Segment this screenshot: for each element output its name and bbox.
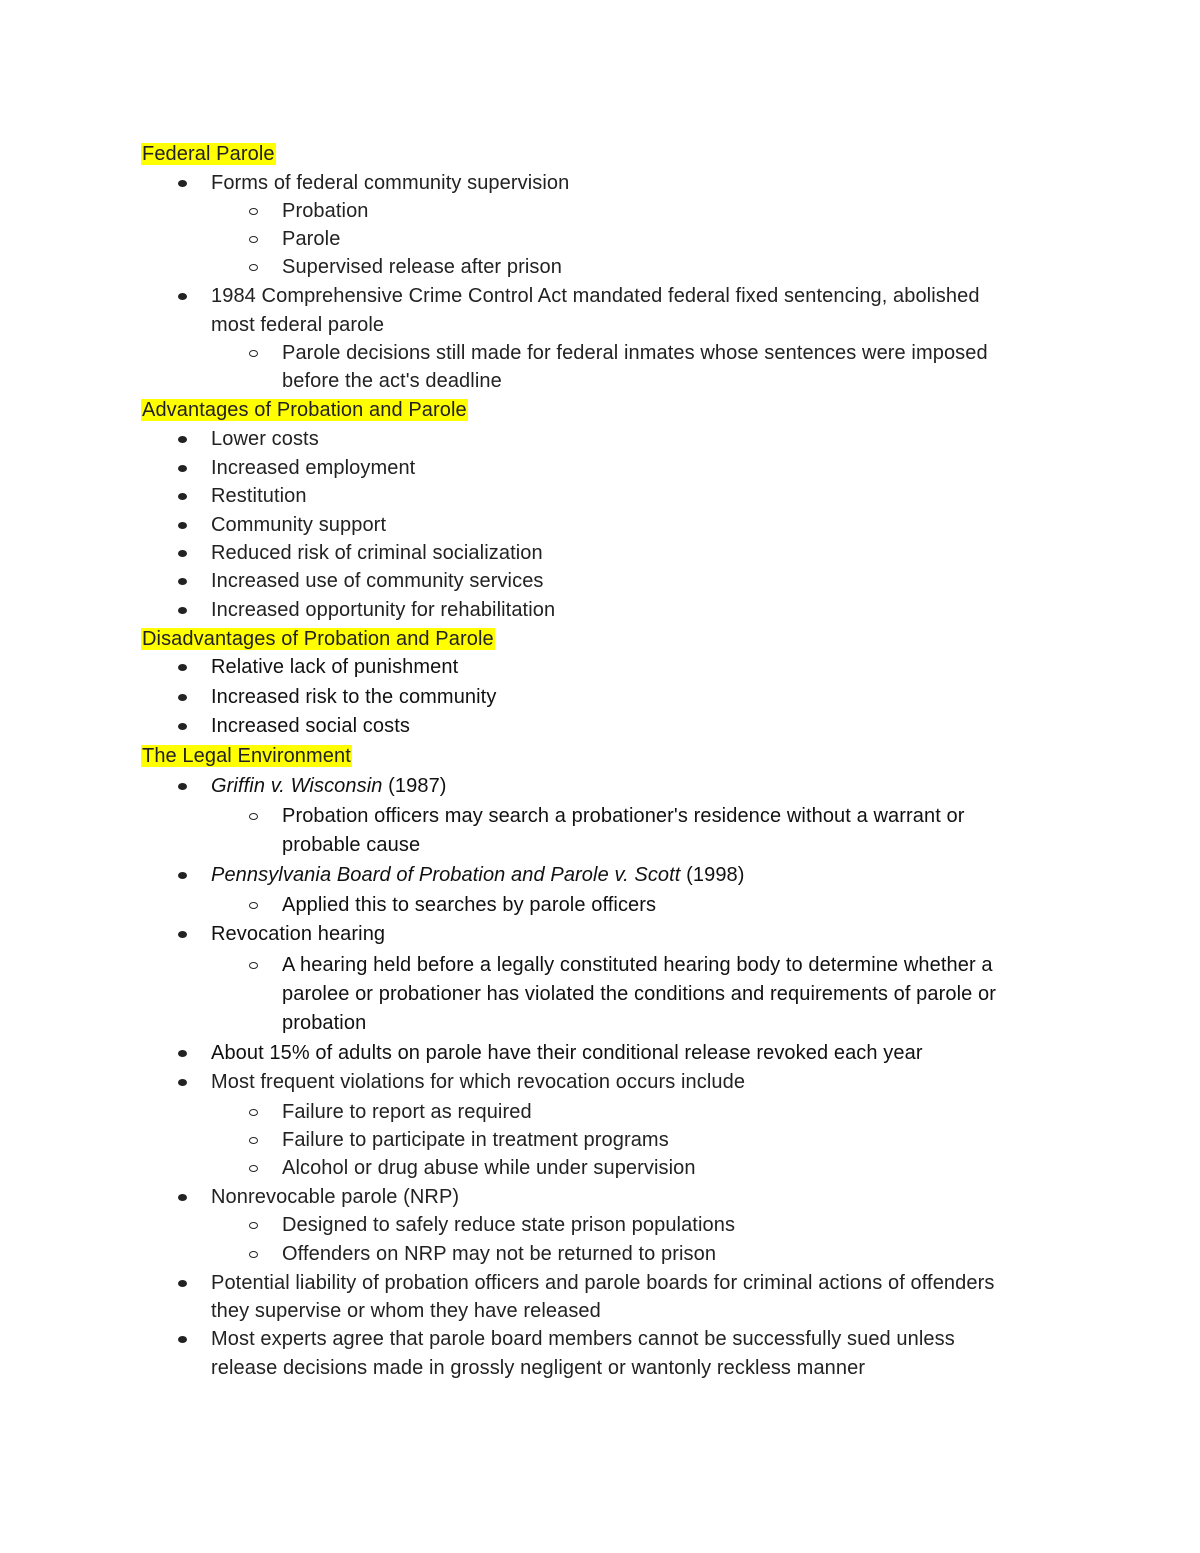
list-item: Increased employment [211,457,416,479]
bullet-dot [178,1050,187,1057]
heading-highlight: The Legal Environment [142,745,351,767]
bullet-dot [178,465,187,472]
list-item: Increased use of community services [211,570,544,592]
bullet-dot [178,783,187,790]
list-item: Forms of federal community supervision [211,172,570,194]
bullet-dot [178,723,187,730]
list-item: Increased opportunity for rehabilitation [211,599,556,621]
case-year: (1998) [680,864,745,886]
case-year: (1987) [382,775,447,797]
list-item-continuation: release decisions made in grossly negligent or wantonly reckless manner [211,1357,866,1379]
sub-list-item: Supervised release after prison [282,256,562,278]
bullet-circle [249,813,258,820]
sub-list-item-continuation: before the act's deadline [282,370,502,392]
list-item: Community support [211,514,387,536]
bullet-dot [178,1079,187,1086]
bullet-dot [178,180,187,187]
list-item: Lower costs [211,428,319,450]
bullet-dot [178,694,187,701]
bullet-dot [178,550,187,557]
bullet-dot [178,436,187,443]
bullet-dot [178,493,187,500]
sub-list-item: Offenders on NRP may not be returned to prison [282,1243,717,1265]
bullet-dot [178,293,187,300]
list-item: Potential liability of probation officers and parole boards for criminal actions of offenders [211,1272,995,1294]
bullet-circle [249,1222,258,1229]
list-item-case-scott [211,861,745,889]
list-item: Nonrevocable parole (NRP) [211,1186,460,1208]
heading-highlight: Disadvantages of Probation and Parole [142,628,494,650]
section-heading-advantages [141,396,468,424]
section-heading-disadvantages [141,625,495,653]
list-item: About 15% of adults on parole have their conditional release revoked each year [211,1042,923,1064]
sub-list-item-continuation: probable cause [282,834,421,856]
list-item: Increased risk to the community [211,686,497,708]
list-item: Relative lack of punishment [211,656,459,678]
sub-list-item: Alcohol or drug abuse while under supervision [282,1157,696,1179]
case-name: Pennsylvania Board of Probation and Parole v. Scott [211,864,681,886]
bullet-circle [249,264,258,271]
bullet-circle [249,1165,258,1172]
bullet-dot [178,872,187,879]
bullet-circle [249,962,258,969]
section-heading-legal-environment [141,742,352,770]
list-item: Most experts agree that parole board members cannot be successfully sued unless [211,1328,955,1350]
bullet-circle [249,902,258,909]
sub-list-item-continuation: probation [282,1012,367,1034]
bullet-dot [178,522,187,529]
bullet-dot [178,931,187,938]
bullet-circle [249,236,258,243]
bullet-dot [178,1194,187,1201]
heading-highlight: Advantages of Probation and Parole [142,399,467,421]
bullet-dot [178,578,187,585]
bullet-circle [249,1137,258,1144]
bullet-dot [178,607,187,614]
sub-list-item: Probation [282,200,369,222]
sub-list-item: Probation officers may search a probationer's residence without a warrant or [282,805,965,827]
list-item: Reduced risk of criminal socialization [211,542,543,564]
list-item: 1984 Comprehensive Crime Control Act mandated federal fixed sentencing, abolished [211,285,980,307]
bullet-dot [178,1280,187,1287]
case-name: Griffin v. Wisconsin [211,775,383,797]
list-item: Restitution [211,485,307,507]
list-item: Increased social costs [211,715,410,737]
list-item: Most frequent violations for which revocation occurs include [211,1071,746,1093]
bullet-dot [178,1336,187,1343]
bullet-circle [249,208,258,215]
sub-list-item: Failure to report as required [282,1101,532,1123]
sub-list-item: Failure to participate in treatment programs [282,1129,669,1151]
heading-highlight: Federal Parole [142,143,275,165]
sub-list-item: Parole [282,228,341,250]
bullet-circle [249,1109,258,1116]
sub-list-item: Parole decisions still made for federal inmates whose sentences were imposed [282,342,988,364]
bullet-circle [249,1251,258,1258]
sub-list-item: A hearing held before a legally constituted hearing body to determine whether a [282,954,993,976]
bullet-circle [249,350,258,357]
list-item-case-griffin [211,772,447,800]
sub-list-item: Designed to safely reduce state prison populations [282,1214,736,1236]
section-heading-federal-parole [141,140,276,168]
sub-list-item: Applied this to searches by parole officers [282,894,657,916]
list-item: Revocation hearing [211,923,386,945]
sub-list-item-continuation: parolee or probationer has violated the conditions and requirements of parole or [282,983,996,1005]
bullet-dot [178,664,187,671]
list-item-continuation: they supervise or whom they have released [211,1300,601,1322]
list-item-continuation: most federal parole [211,314,385,336]
